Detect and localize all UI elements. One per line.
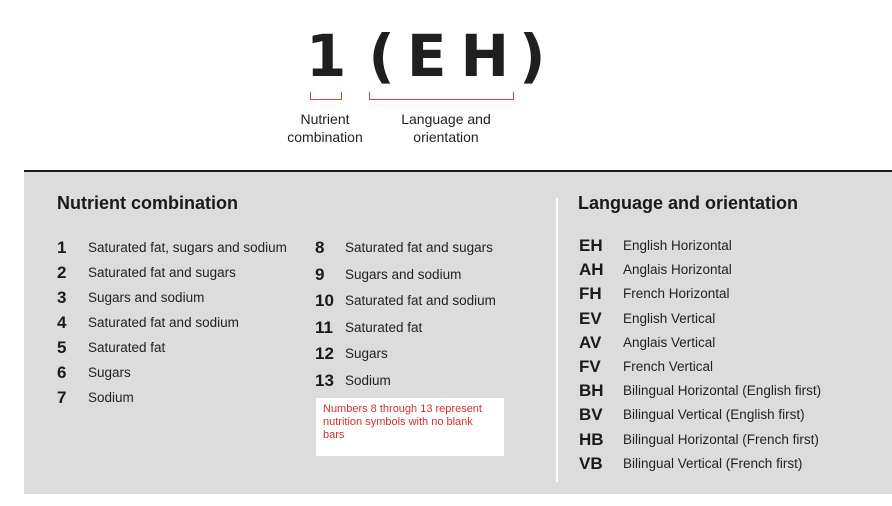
language-label: Bilingual Vertical (English first) (623, 407, 805, 423)
nutrient-number: 2 (57, 263, 67, 282)
list-item (57, 338, 287, 363)
list-item (315, 318, 496, 345)
list-item (579, 333, 821, 357)
language-code: AV (579, 332, 602, 352)
language-list (579, 236, 821, 478)
list-item (57, 238, 287, 263)
list-item (579, 430, 821, 454)
language-heading: Language and orientation (578, 193, 799, 213)
list-item (315, 291, 496, 318)
nutrient-label: Sugars (88, 365, 131, 380)
nutrient-label: Saturated fat and sodium (88, 315, 239, 330)
nutrient-label: Sodium (88, 390, 134, 405)
nutrient-label: Saturated fat (88, 340, 166, 355)
nutrient-list-left (57, 238, 287, 413)
list-item (579, 284, 821, 308)
column-divider (556, 198, 558, 482)
code-number: 1 (306, 22, 347, 90)
nutrient-label: Sugars (345, 346, 388, 361)
nutrient-number: 3 (57, 288, 67, 307)
nutrient-caption: Nutrient combination (287, 111, 363, 145)
nutrient-heading: Nutrient combination (57, 193, 238, 213)
language-label: Anglais Vertical (623, 334, 716, 350)
list-item (315, 265, 496, 292)
nutrient-label: Saturated fat and sodium (345, 293, 496, 308)
code-example (306, 22, 546, 90)
language-label: English Horizontal (623, 238, 732, 253)
list-item (315, 371, 496, 398)
nutrient-label: Sodium (345, 372, 391, 388)
list-item (579, 357, 821, 381)
nutrient-label: Saturated fat (345, 319, 423, 335)
list-item (57, 313, 287, 338)
nutrient-number: 10 (315, 291, 334, 310)
nutrient-number: 7 (57, 388, 67, 407)
code-letter-2: H (460, 22, 510, 90)
list-item (315, 344, 496, 371)
list-item (57, 263, 287, 288)
nutrient-number: 5 (57, 338, 67, 357)
language-code: FV (579, 356, 601, 376)
code-close-paren: ) (519, 22, 546, 90)
language-code: AH (579, 260, 604, 280)
language-code: BV (579, 405, 603, 425)
list-item (315, 238, 496, 265)
language-code: FH (579, 284, 602, 304)
list-item (579, 381, 821, 405)
list-item (579, 236, 821, 260)
nutrient-label: Sugars and sodium (88, 290, 205, 305)
language-code: HB (579, 429, 604, 449)
list-item (579, 260, 821, 284)
language-label: French Horizontal (623, 286, 730, 302)
nutrient-label: Saturated fat and sugars (345, 240, 493, 255)
blank-bars-note: Numbers 8 through 13 represent nutrition symbols with no blank bars (316, 398, 504, 456)
language-label: French Vertical (623, 358, 714, 374)
list-item (579, 454, 821, 478)
language-code: BH (579, 381, 604, 401)
list-item (57, 288, 287, 313)
code-open-paren: ( (368, 22, 395, 90)
language-code: EV (579, 308, 602, 328)
legend-panel (24, 170, 892, 494)
nutrient-label: Sugars and sodium (345, 266, 462, 282)
nutrient-number: 9 (315, 264, 325, 284)
nutrient-bracket (310, 92, 342, 100)
list-item (57, 388, 287, 413)
language-code: EH (579, 236, 603, 255)
list-item (579, 309, 821, 333)
code-letter-1: E (406, 22, 447, 90)
nutrient-number: 11 (315, 317, 333, 337)
language-label: Anglais Horizontal (623, 262, 732, 278)
nutrient-number: 4 (57, 313, 67, 332)
language-label: English Vertical (623, 310, 716, 326)
nutrient-list-right (315, 238, 496, 397)
nutrient-number: 8 (315, 238, 325, 257)
language-label: Bilingual Vertical (French first) (623, 455, 803, 471)
language-caption: Language and orientation (401, 111, 491, 145)
nutrient-number: 12 (315, 344, 334, 363)
nutrient-number: 13 (315, 370, 334, 390)
language-label: Bilingual Horizontal (French first) (623, 431, 819, 447)
language-label: Bilingual Horizontal (English first) (623, 383, 822, 399)
list-item (57, 363, 287, 388)
nutrient-number: 1 (57, 238, 67, 257)
nutrient-number: 6 (57, 363, 67, 382)
language-code: VB (579, 453, 603, 473)
nutrient-label: Saturated fat and sugars (88, 265, 236, 280)
language-bracket (369, 92, 514, 100)
list-item (579, 405, 821, 429)
nutrient-label: Saturated fat, sugars and sodium (88, 240, 287, 255)
